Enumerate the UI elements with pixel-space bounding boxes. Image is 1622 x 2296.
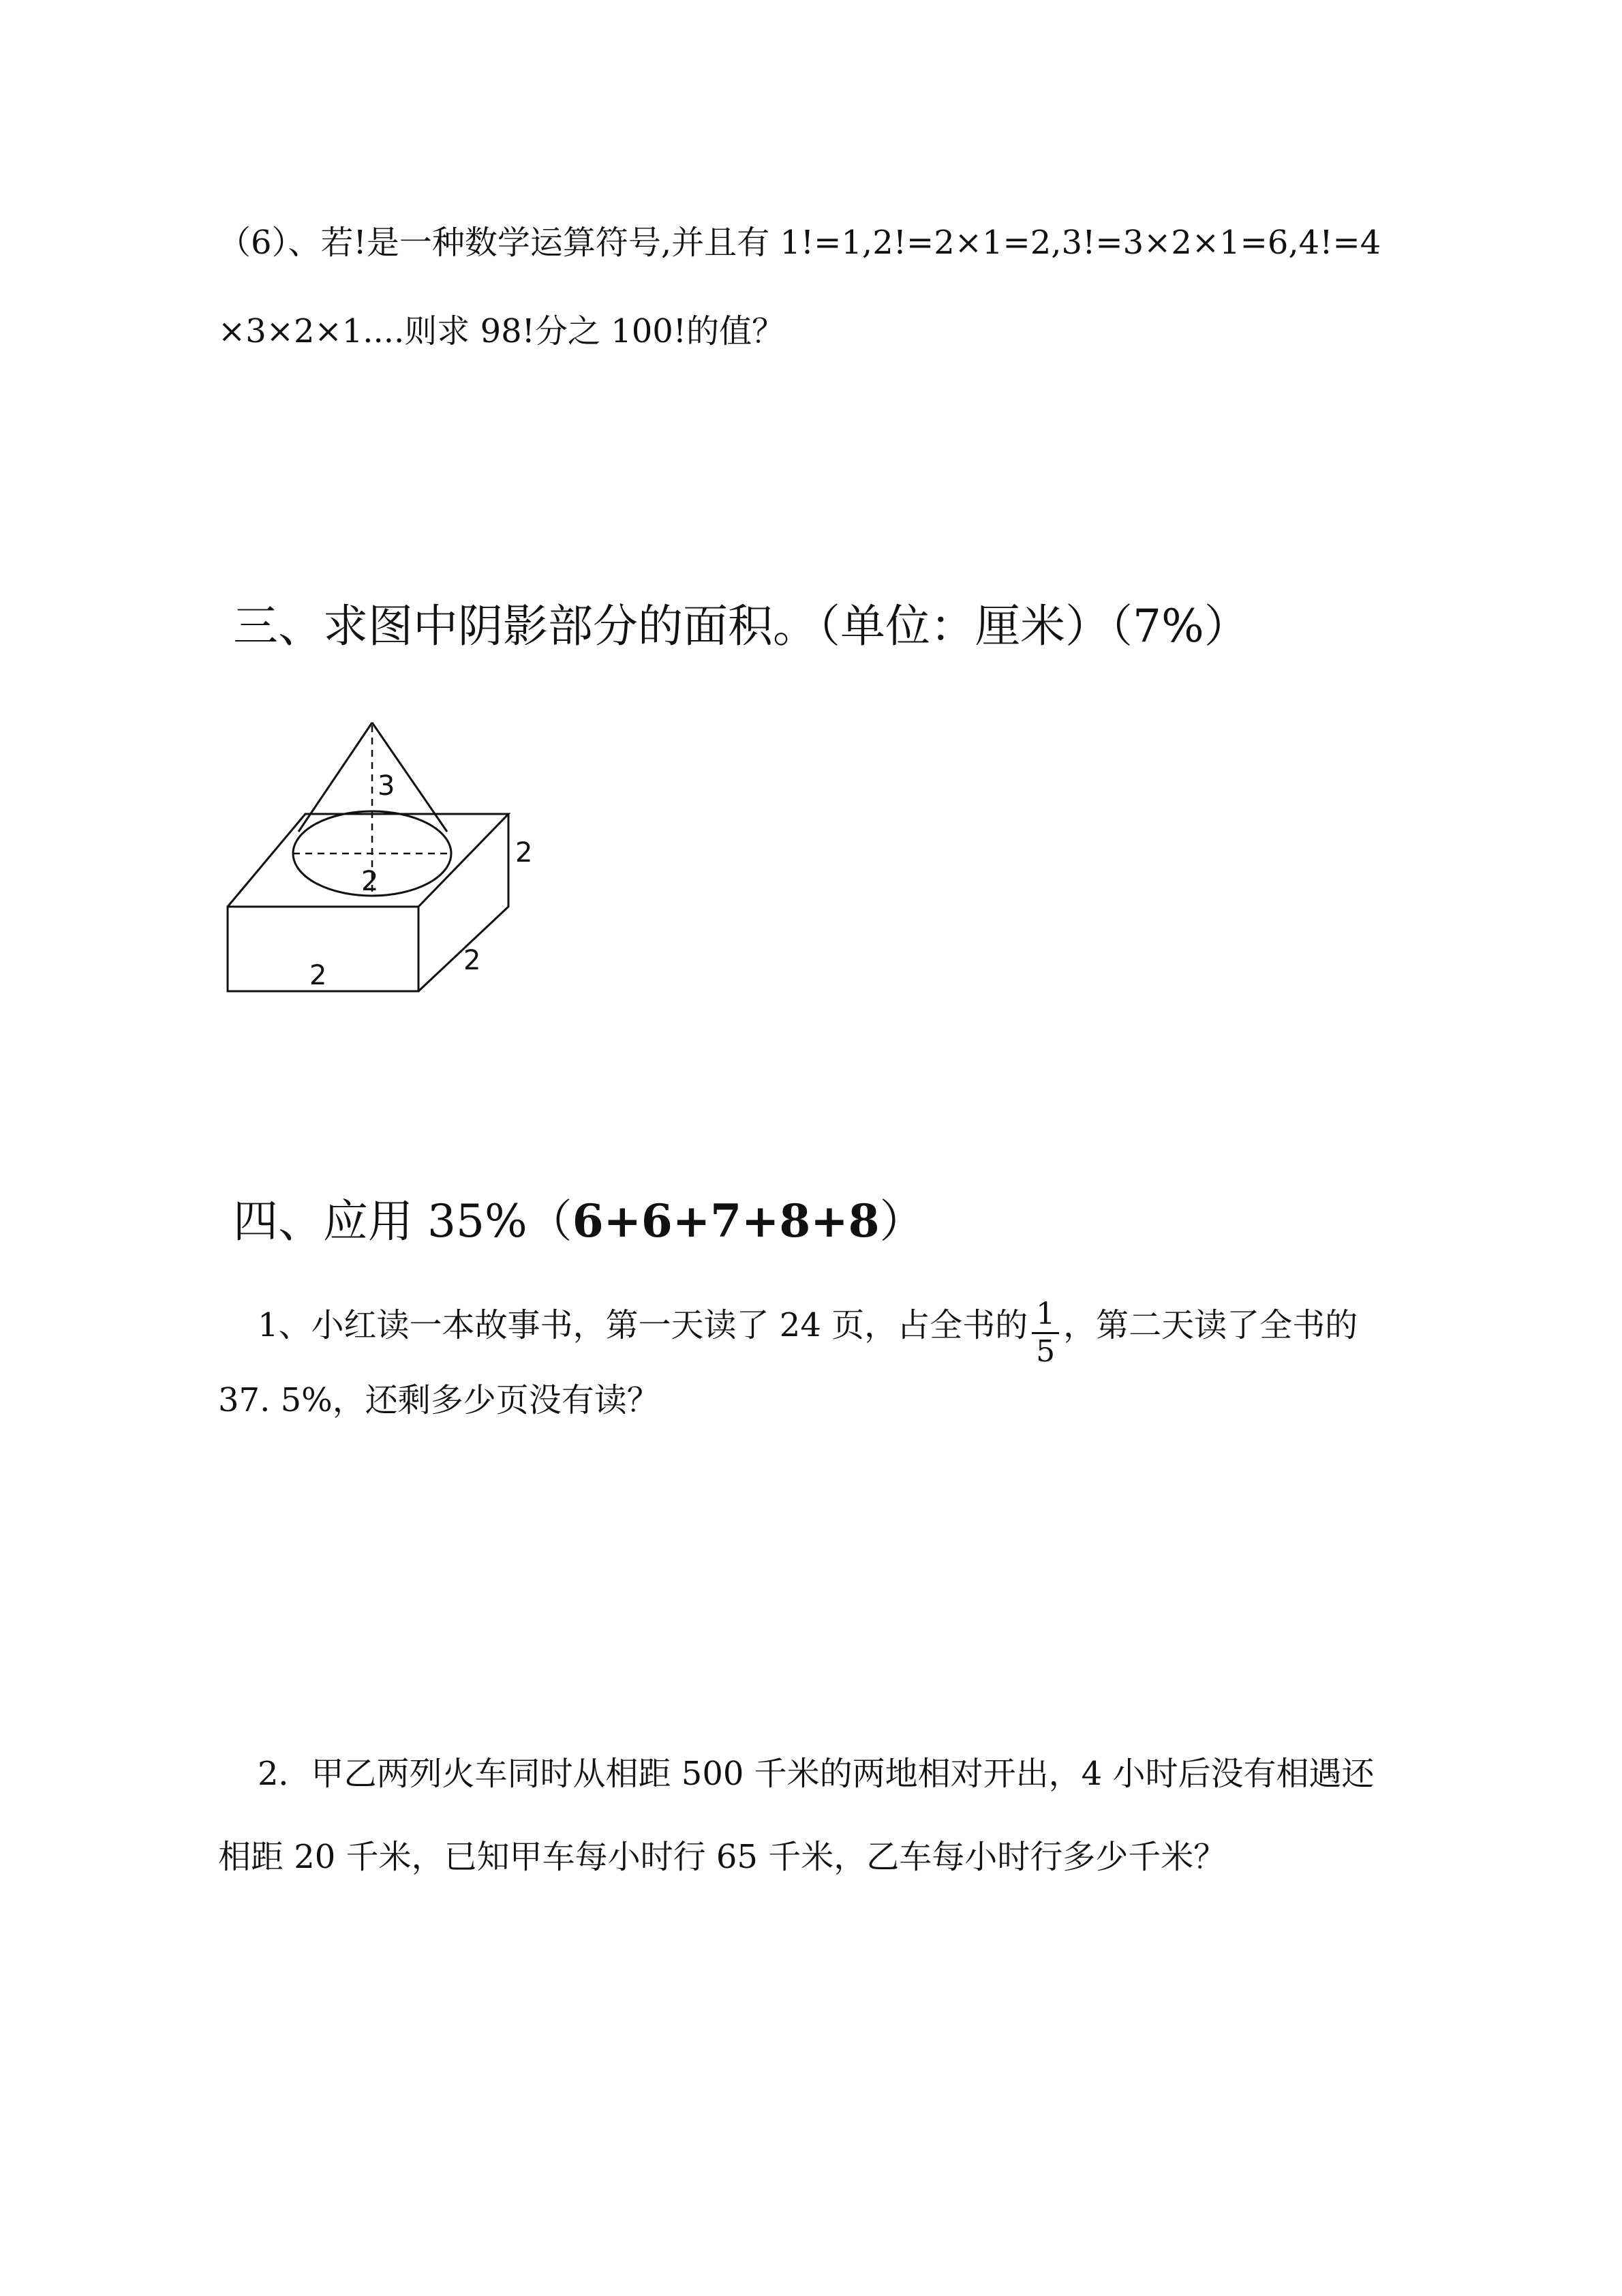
problem-2-line-2: 相距 20 千米，已知甲车每小时行 65 千米，乙车每小时行多少千米？ xyxy=(218,1838,1227,1876)
question-6-line-2: ×3×2×1....则求 98!分之 100!的值？ xyxy=(218,312,785,350)
label-box-height: 2 xyxy=(515,837,533,868)
cone-on-cube-figure xyxy=(218,709,545,995)
problem-1-text-after: ，第二天读了全书的 xyxy=(1063,1306,1358,1344)
label-cone-height: 3 xyxy=(378,770,395,802)
label-box-width: 2 xyxy=(309,960,327,991)
problem-1-line-1 xyxy=(258,1294,1358,1369)
section-4-title xyxy=(233,1194,925,1248)
section-4-title-prefix: 四、应用 35%（ xyxy=(233,1195,572,1248)
section-4-title-scores: 6+6+7+8+8 xyxy=(572,1194,880,1248)
section-4-title-suffix: ） xyxy=(879,1195,925,1248)
problem-2-line-1: 2．甲乙两列火车同时从相距 500 千米的两地相对开出，4 小时后没有相遇还 xyxy=(258,1755,1375,1793)
problem-1-text-before: 1、小红读一本故事书，第一天读了 24 页，占全书的 xyxy=(258,1306,1028,1344)
label-box-depth: 2 xyxy=(463,945,481,976)
fraction-one-fifth xyxy=(1032,1299,1059,1367)
label-cone-diameter: 2 xyxy=(361,866,379,897)
problem-1-line-2: 37. 5%，还剩多少页没有读？ xyxy=(218,1381,660,1419)
section-3-title: 三、求图中阴影部分的面积。（单位：厘米）（7%） xyxy=(233,600,1249,652)
question-6-line-1: （6）、若!是一种数学运算符号,并且有 1!=1,2!=2×1=2,3!=3×2×1=6,4!=4 xyxy=(218,224,1381,262)
fraction-denominator: 5 xyxy=(1036,1334,1056,1369)
fraction-numerator: 1 xyxy=(1036,1297,1056,1331)
